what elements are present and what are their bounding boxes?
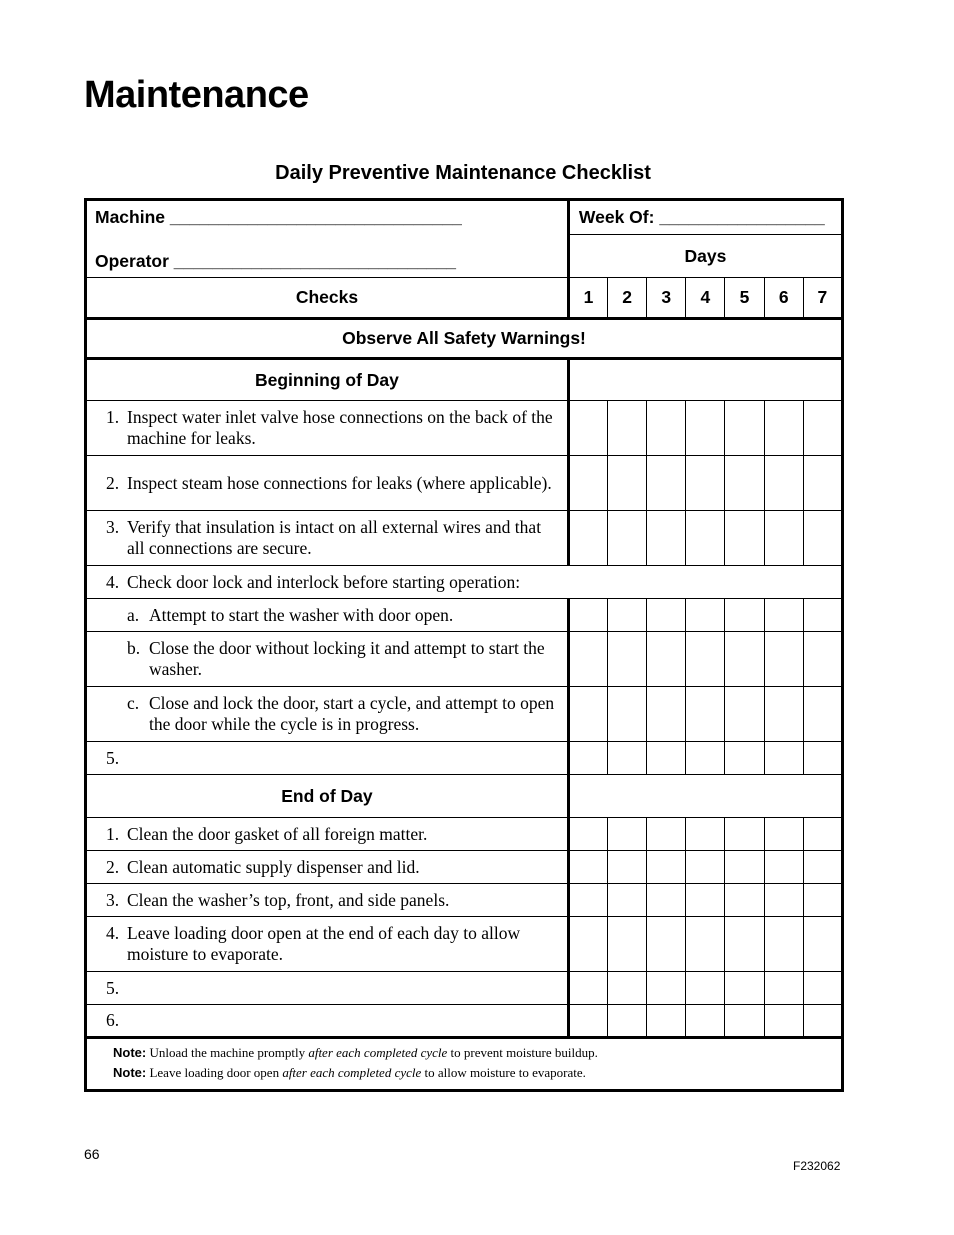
item-text: Inspect water inlet valve hose connections on the back of the machine for leaks. [127, 407, 553, 448]
week-of-label: Week Of: [578, 207, 655, 227]
check-box[interactable] [568, 851, 607, 884]
check-box[interactable] [647, 1005, 686, 1038]
check-box[interactable] [803, 851, 842, 884]
checklist-row [86, 884, 843, 917]
section-blank [568, 775, 842, 818]
check-box[interactable] [764, 1005, 803, 1038]
check-box[interactable] [568, 687, 607, 742]
item-number: 1. [106, 407, 120, 427]
check-box[interactable] [803, 972, 842, 1005]
note-label: Note: [113, 1045, 147, 1060]
page-title: Maintenance [84, 74, 309, 116]
item-text: Check door lock and interlock before starting operation: [127, 571, 521, 592]
note-emphasis: after each completed cycle [308, 1045, 448, 1060]
machine-operator-header [86, 200, 569, 278]
check-box[interactable] [803, 511, 842, 566]
check-box[interactable] [568, 511, 607, 566]
check-box[interactable] [608, 632, 647, 687]
checklist-subrow [86, 687, 843, 742]
check-box[interactable] [764, 818, 803, 851]
check-box[interactable] [647, 511, 686, 566]
machine-label: Machine [95, 207, 166, 227]
checklist-row [86, 742, 843, 775]
item-number: 3. [106, 517, 120, 537]
check-box[interactable] [647, 818, 686, 851]
check-box[interactable] [568, 972, 607, 1005]
check-box[interactable] [608, 687, 647, 742]
check-box[interactable] [764, 851, 803, 884]
check-box[interactable] [725, 401, 764, 456]
check-box[interactable] [725, 511, 764, 566]
note-emphasis: after each completed cycle [282, 1065, 422, 1080]
item-number: 5. [106, 747, 120, 768]
section-heading-beginning: Beginning of Day [86, 359, 569, 401]
check-box[interactable] [686, 456, 725, 511]
note-text: to prevent moisture buildup. [450, 1045, 598, 1060]
check-box[interactable] [803, 599, 842, 632]
note [113, 1063, 833, 1083]
subitem-letter: a. [127, 604, 140, 625]
check-box[interactable] [568, 401, 607, 456]
check-box[interactable] [803, 917, 842, 972]
checklist-row [86, 456, 843, 511]
day-number: 6 [764, 278, 803, 319]
checklist-row [86, 1005, 843, 1038]
check-box[interactable] [725, 818, 764, 851]
section-heading-end: End of Day [86, 775, 569, 818]
check-box[interactable] [686, 401, 725, 456]
check-box[interactable] [568, 742, 607, 775]
checklist-row [86, 917, 843, 972]
check-box[interactable] [608, 818, 647, 851]
days-label: Days [568, 235, 842, 278]
subitem-text: Attempt to start the washer with door open. [149, 604, 454, 625]
check-box[interactable] [803, 456, 842, 511]
check-box[interactable] [764, 687, 803, 742]
check-box[interactable] [647, 851, 686, 884]
checklist-subrow [86, 632, 843, 687]
check-box[interactable] [608, 972, 647, 1005]
note-text: Unload the machine promptly [149, 1045, 306, 1060]
check-box[interactable] [686, 1005, 725, 1038]
operator-label: Operator [95, 251, 169, 271]
check-box[interactable] [764, 632, 803, 687]
check-box[interactable] [725, 851, 764, 884]
check-box[interactable] [568, 456, 607, 511]
item-number: 4. [106, 923, 120, 943]
check-box[interactable] [608, 511, 647, 566]
check-box[interactable] [725, 456, 764, 511]
checklist-row [86, 566, 843, 599]
section-blank [568, 359, 842, 401]
checklist-row [86, 401, 843, 456]
check-box[interactable] [686, 917, 725, 972]
check-box[interactable] [647, 401, 686, 456]
check-box[interactable] [803, 884, 842, 917]
check-box[interactable] [686, 632, 725, 687]
check-box[interactable] [686, 511, 725, 566]
check-box[interactable] [608, 599, 647, 632]
check-box[interactable] [568, 917, 607, 972]
check-box[interactable] [608, 884, 647, 917]
check-box[interactable] [686, 818, 725, 851]
check-box[interactable] [608, 742, 647, 775]
check-box[interactable] [725, 972, 764, 1005]
check-box[interactable] [803, 818, 842, 851]
checklist-row [86, 851, 843, 884]
check-box[interactable] [725, 917, 764, 972]
check-box[interactable] [647, 884, 686, 917]
week-of-blank: _________________ [659, 207, 825, 227]
safety-warning: Observe All Safety Warnings! [86, 319, 843, 359]
day-number: 7 [803, 278, 842, 319]
item-number: 3. [106, 889, 120, 910]
check-box[interactable] [764, 401, 803, 456]
operator-blank: _____________________________ [173, 251, 457, 271]
day-number: 3 [647, 278, 686, 319]
check-box[interactable] [568, 632, 607, 687]
item-number: 2. [106, 856, 120, 877]
check-box[interactable] [647, 917, 686, 972]
check-box[interactable] [725, 687, 764, 742]
check-box[interactable] [568, 1005, 607, 1038]
item-text: Verify that insulation is intact on all external wires and that all connections are secure. [127, 517, 542, 558]
item-number: 5. [106, 977, 120, 998]
checklist-subrow [86, 599, 843, 632]
check-box[interactable] [764, 972, 803, 1005]
check-box[interactable] [764, 456, 803, 511]
check-box[interactable] [803, 632, 842, 687]
check-box[interactable] [686, 851, 725, 884]
check-box[interactable] [647, 632, 686, 687]
note-label: Note: [113, 1065, 147, 1080]
check-box[interactable] [647, 972, 686, 1005]
check-box[interactable] [686, 972, 725, 1005]
subitem-letter: c. [127, 693, 140, 713]
check-box[interactable] [725, 742, 764, 775]
item-text: Clean automatic supply dispenser and lid. [127, 856, 420, 877]
check-box[interactable] [608, 401, 647, 456]
machine-field[interactable] [95, 205, 559, 229]
checklist-row [86, 818, 843, 851]
operator-field[interactable] [95, 249, 559, 273]
check-box[interactable] [725, 884, 764, 917]
check-box[interactable] [764, 511, 803, 566]
day-number: 2 [608, 278, 647, 319]
check-box[interactable] [686, 687, 725, 742]
check-box[interactable] [608, 1005, 647, 1038]
item-text: Clean the washer’s top, front, and side panels. [127, 889, 450, 910]
check-box[interactable] [608, 917, 647, 972]
check-box[interactable] [803, 1005, 842, 1038]
day-number: 1 [568, 278, 607, 319]
check-box[interactable] [803, 742, 842, 775]
check-box[interactable] [725, 599, 764, 632]
check-box[interactable] [608, 456, 647, 511]
check-box[interactable] [764, 884, 803, 917]
item-number: 2. [106, 472, 120, 493]
note [113, 1043, 833, 1063]
check-box[interactable] [647, 687, 686, 742]
maintenance-checklist-table [84, 198, 844, 1092]
check-box[interactable] [608, 851, 647, 884]
item-number: 4. [106, 571, 120, 592]
subitem-text: Close the door without locking it and attempt to start the washer. [149, 638, 545, 679]
check-box[interactable] [725, 632, 764, 687]
week-of-field[interactable] [568, 200, 842, 235]
checklist-row [86, 511, 843, 566]
check-box[interactable] [764, 742, 803, 775]
check-box[interactable] [568, 818, 607, 851]
day-number: 5 [725, 278, 764, 319]
check-box[interactable] [647, 599, 686, 632]
note-text: to allow moisture to evaporate. [424, 1065, 586, 1080]
check-box[interactable] [647, 742, 686, 775]
checklist-title: Daily Preventive Maintenance Checklist [275, 162, 651, 184]
check-box[interactable] [686, 742, 725, 775]
check-box[interactable] [568, 599, 607, 632]
day-number: 4 [686, 278, 725, 319]
check-box[interactable] [803, 401, 842, 456]
item-number: 1. [106, 823, 120, 844]
page-number: 66 [84, 1146, 100, 1162]
check-box[interactable] [686, 884, 725, 917]
check-box[interactable] [568, 884, 607, 917]
item-text: Clean the door gasket of all foreign matter. [127, 823, 428, 844]
check-box[interactable] [686, 599, 725, 632]
checklist-row [86, 972, 843, 1005]
checks-label: Checks [86, 278, 569, 319]
item-text: Inspect steam hose connections for leaks (where applicable). [127, 472, 552, 493]
check-box[interactable] [764, 599, 803, 632]
subitem-letter: b. [127, 638, 141, 658]
check-box[interactable] [725, 1005, 764, 1038]
item-number: 6. [106, 1010, 120, 1030]
item-text: Leave loading door open at the end of each day to allow moisture to evaporate. [127, 923, 521, 964]
notes-section [86, 1038, 843, 1091]
subitem-text: Close and lock the door, start a cycle, and attempt to open the door while the cycle is in progress. [149, 693, 555, 734]
form-code: F232062 [793, 1159, 841, 1173]
machine-blank: ______________________________ [169, 207, 462, 227]
check-box[interactable] [647, 456, 686, 511]
check-box[interactable] [803, 687, 842, 742]
note-text: Leave loading door open [149, 1065, 280, 1080]
check-box[interactable] [764, 917, 803, 972]
